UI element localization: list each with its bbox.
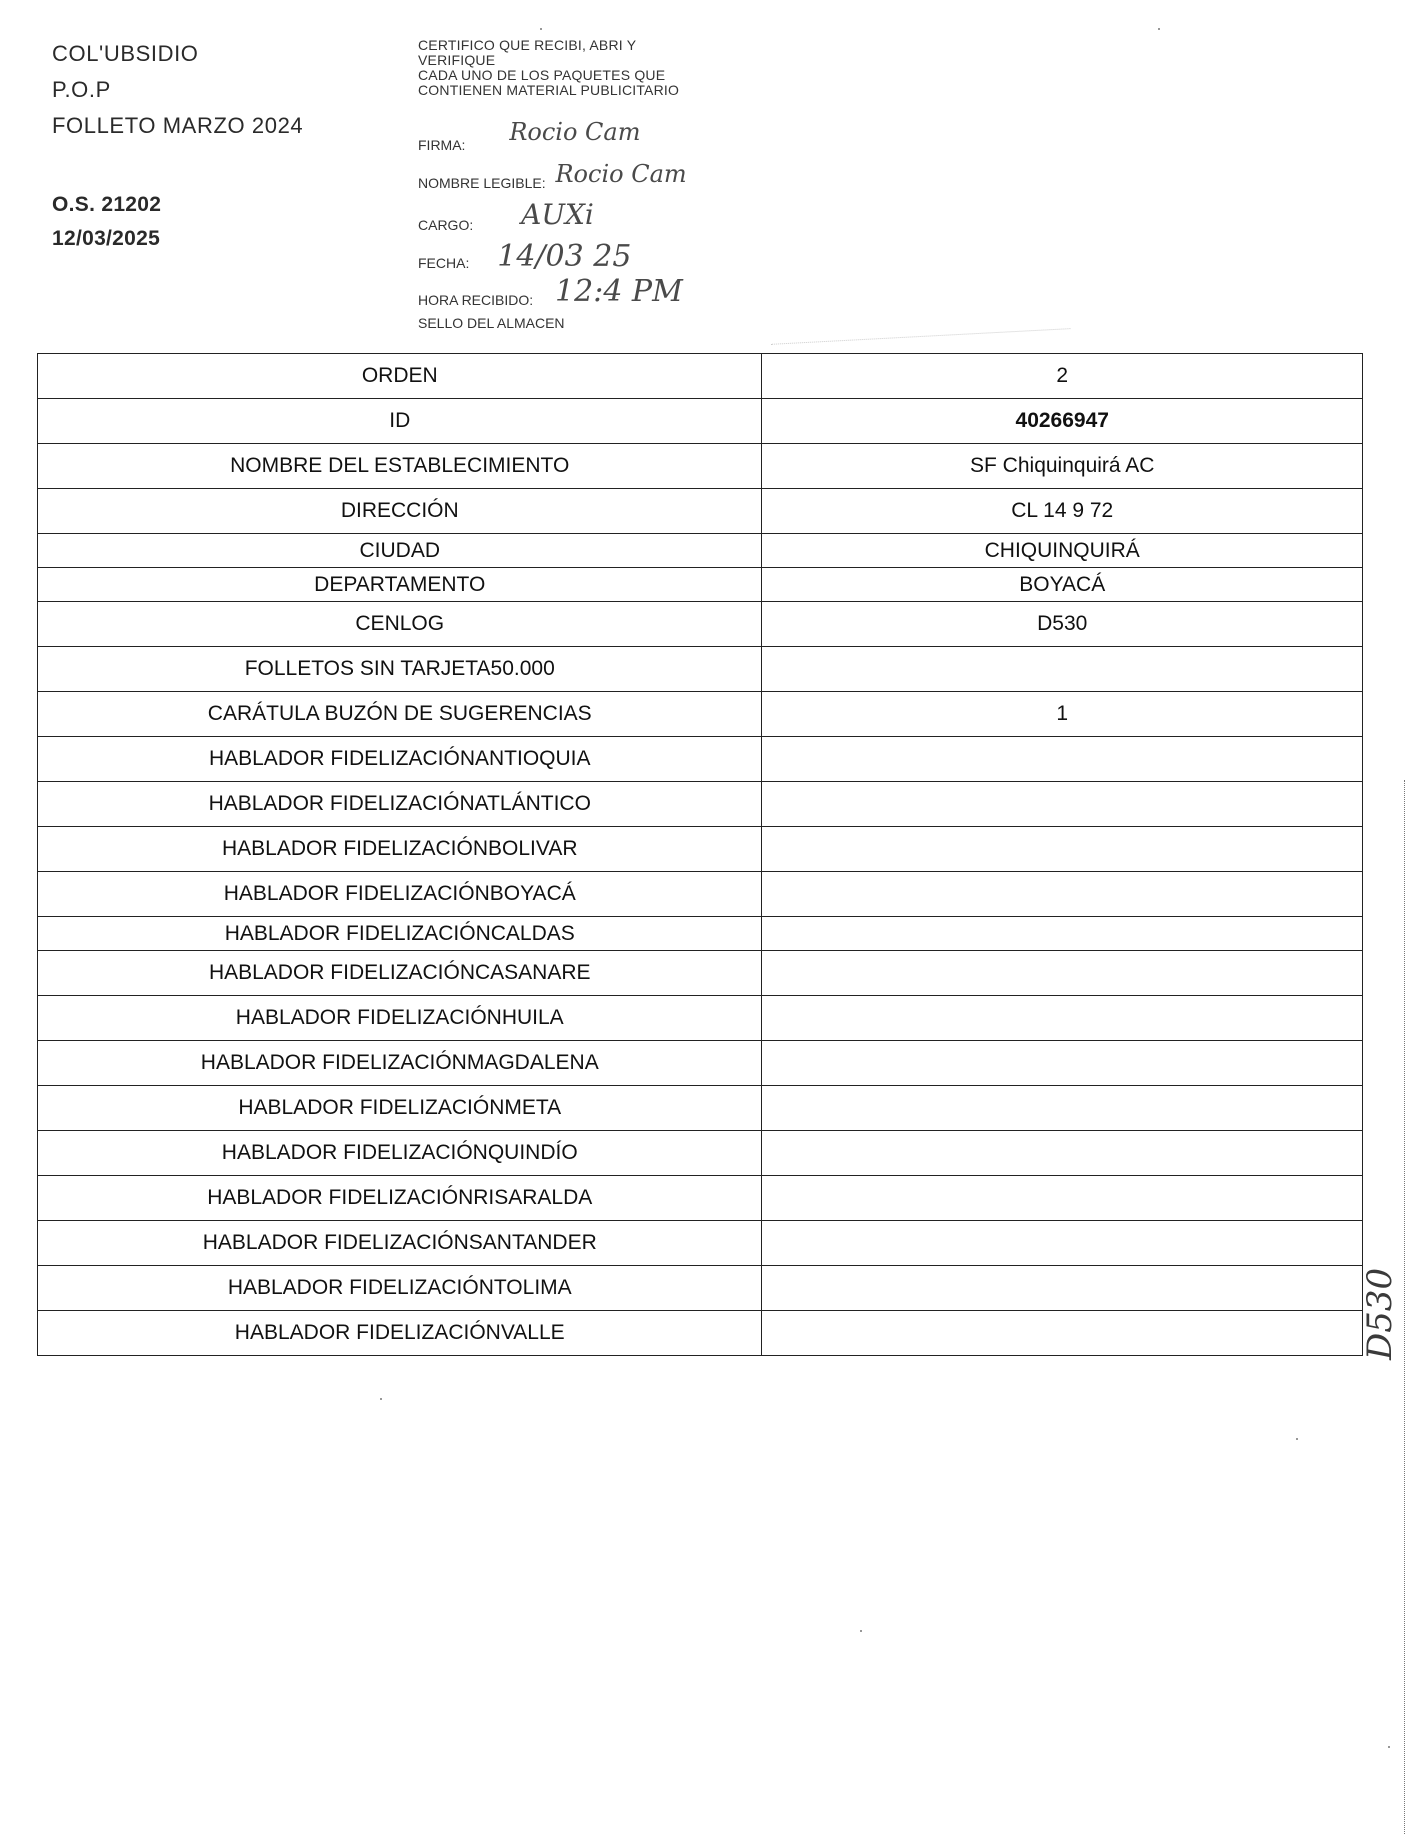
statement-line: CADA UNO DE LOS PAQUETES QUE xyxy=(418,67,666,83)
row-value xyxy=(762,827,1363,872)
row-value: D530 xyxy=(762,602,1363,647)
row-label: HABLADOR FIDELIZACIÓNSANTANDER xyxy=(38,1221,762,1266)
hora-label: HORA RECIBIDO: xyxy=(418,292,534,308)
row-label: CARÁTULA BUZÓN DE SUGERENCIAS xyxy=(38,692,762,737)
row-value xyxy=(762,1221,1363,1266)
order-date: 12/03/2025 xyxy=(52,227,161,250)
row-label: FOLLETOS SIN TARJETA50.000 xyxy=(38,647,762,692)
document-header xyxy=(52,36,303,144)
row-value xyxy=(762,996,1363,1041)
fecha-value: 14/03 25 xyxy=(497,239,632,274)
table-row xyxy=(38,602,1363,647)
service-order: O.S. 21202 xyxy=(52,193,162,216)
row-value xyxy=(762,917,1363,951)
statement-line: CERTIFICO QUE RECIBI, ABRI Y xyxy=(418,37,637,53)
table-row xyxy=(38,1221,1363,1266)
table-row xyxy=(38,1176,1363,1221)
table-row xyxy=(38,1266,1363,1311)
nombre-field xyxy=(418,160,687,194)
scan-speck xyxy=(1158,28,1160,30)
firma-label: FIRMA: xyxy=(418,137,466,153)
row-label: DIRECCIÓN xyxy=(38,489,762,534)
fecha-field xyxy=(418,241,631,276)
row-value: 40266947 xyxy=(762,399,1363,444)
row-label: HABLADOR FIDELIZACIÓNQUINDÍO xyxy=(38,1131,762,1176)
hora-field xyxy=(418,274,683,313)
row-label: NOMBRE DEL ESTABLECIMIENTO xyxy=(38,444,762,489)
row-label: HABLADOR FIDELIZACIÓNBOYACÁ xyxy=(38,872,762,917)
hora-value: 12:4 PM xyxy=(555,274,683,309)
row-value: BOYACÁ xyxy=(762,568,1363,602)
table-row xyxy=(38,399,1363,444)
row-label: HABLADOR FIDELIZACIÓNBOLIVAR xyxy=(38,827,762,872)
sello-field xyxy=(418,315,565,331)
margin-handwritten-note: D530 xyxy=(1360,1267,1400,1360)
row-value xyxy=(762,872,1363,917)
row-value: SF Chiquinquirá AC xyxy=(762,444,1363,489)
row-value: 1 xyxy=(762,692,1363,737)
row-value xyxy=(762,1041,1363,1086)
row-label: HABLADOR FIDELIZACIÓNATLÁNTICO xyxy=(38,782,762,827)
table-row xyxy=(38,827,1363,872)
table-row xyxy=(38,1041,1363,1086)
row-value xyxy=(762,951,1363,996)
stamp-mark xyxy=(770,304,1071,345)
row-value: 2 xyxy=(762,354,1363,399)
table-row xyxy=(38,951,1363,996)
row-label: HABLADOR FIDELIZACIÓNTOLIMA xyxy=(38,1266,762,1311)
row-label: CIUDAD xyxy=(38,534,762,568)
campaign-name: FOLLETO MARZO 2024 xyxy=(52,113,304,138)
cargo-value: AUXi xyxy=(521,198,594,231)
table-row xyxy=(38,737,1363,782)
row-value xyxy=(762,647,1363,692)
table-row xyxy=(38,996,1363,1041)
nombre-label: NOMBRE LEGIBLE: xyxy=(418,175,546,191)
cargo-field xyxy=(418,198,594,237)
table-row xyxy=(38,917,1363,951)
statement-line: CONTIENEN MATERIAL PUBLICITARIO xyxy=(418,82,680,98)
row-label: HABLADOR FIDELIZACIÓNCALDAS xyxy=(38,917,762,951)
table-row xyxy=(38,1311,1363,1356)
cargo-label: CARGO: xyxy=(418,217,474,233)
delivery-table xyxy=(37,353,1363,1356)
row-value xyxy=(762,1311,1363,1356)
scan-speck xyxy=(380,1398,382,1400)
scan-edge xyxy=(1404,780,1407,1834)
row-label: DEPARTAMENTO xyxy=(38,568,762,602)
table-row xyxy=(38,1086,1363,1131)
row-value xyxy=(762,1131,1363,1176)
scan-speck xyxy=(860,1630,862,1632)
row-label: HABLADOR FIDELIZACIÓNRISARALDA xyxy=(38,1176,762,1221)
scan-speck xyxy=(1296,1438,1298,1440)
row-label: HABLADOR FIDELIZACIÓNANTIOQUIA xyxy=(38,737,762,782)
row-value xyxy=(762,1266,1363,1311)
table-row xyxy=(38,444,1363,489)
scan-speck xyxy=(540,28,542,30)
row-value xyxy=(762,1086,1363,1131)
material-type: P.O.P xyxy=(52,77,111,102)
table-row xyxy=(38,872,1363,917)
table-row xyxy=(38,534,1363,568)
table-body xyxy=(38,354,1363,1356)
row-label: HABLADOR FIDELIZACIÓNMETA xyxy=(38,1086,762,1131)
row-value xyxy=(762,1176,1363,1221)
sello-label: SELLO DEL ALMACEN xyxy=(418,315,565,331)
fecha-label: FECHA: xyxy=(418,255,470,271)
table-row xyxy=(38,647,1363,692)
table-row xyxy=(38,1131,1363,1176)
scan-speck xyxy=(1388,1746,1390,1748)
order-info xyxy=(52,188,161,256)
row-label: CENLOG xyxy=(38,602,762,647)
nombre-value: Rocio Cam xyxy=(555,160,687,188)
row-value xyxy=(762,782,1363,827)
statement-line: VERIFIQUE xyxy=(418,52,496,68)
row-label: HABLADOR FIDELIZACIÓNMAGDALENA xyxy=(38,1041,762,1086)
firma-signature: Rocio Cam xyxy=(509,118,641,146)
table-row xyxy=(38,489,1363,534)
row-label: ID xyxy=(38,399,762,444)
company-name: COL'UBSIDIO xyxy=(52,41,199,66)
row-value: CL 14 9 72 xyxy=(762,489,1363,534)
row-label: HABLADOR FIDELIZACIÓNHUILA xyxy=(38,996,762,1041)
firma-field xyxy=(418,118,641,156)
row-label: ORDEN xyxy=(38,354,762,399)
row-label: HABLADOR FIDELIZACIÓNCASANARE xyxy=(38,951,762,996)
row-value xyxy=(762,737,1363,782)
receipt-certificate xyxy=(418,37,687,331)
table-row xyxy=(38,354,1363,399)
table-row xyxy=(38,782,1363,827)
row-value: CHIQUINQUIRÁ xyxy=(762,534,1363,568)
row-label: HABLADOR FIDELIZACIÓNVALLE xyxy=(38,1311,762,1356)
table-row xyxy=(38,692,1363,737)
table-row xyxy=(38,568,1363,602)
